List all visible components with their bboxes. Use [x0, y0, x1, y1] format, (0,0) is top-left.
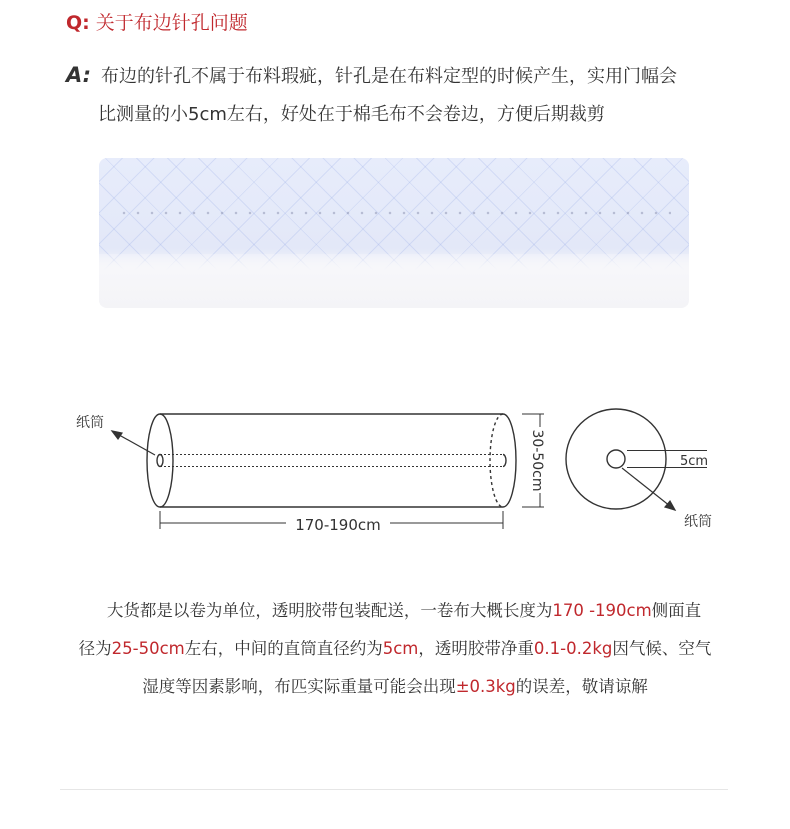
selvedge-pinholes	[117, 210, 671, 216]
fabric-roll-diagram	[0, 395, 790, 545]
tape-weight-highlight: 0.1-0.2kg	[533, 639, 613, 658]
answer-mark: A:	[66, 63, 92, 87]
description-line-3	[60, 668, 730, 706]
core-size-label: 5cm	[680, 454, 709, 469]
diameter-label: 30-50cm	[529, 429, 545, 492]
answer-block	[66, 56, 756, 134]
desc-text: 左右，中间的直筒直径约为	[184, 639, 383, 658]
answer-line-1	[66, 56, 756, 96]
core-pointer-right	[622, 468, 675, 510]
fabric-edge	[99, 254, 689, 308]
fabric-selvedge-photo	[99, 158, 689, 308]
weight-error-highlight: ±0.3kg	[455, 677, 516, 696]
answer-text-1: 布边的针孔不属于布料瑕疵，针孔是在布料定型的时候产生，实用门幅会	[101, 66, 678, 87]
desc-text: ，透明胶带净重	[418, 639, 534, 658]
core-size-highlight: 5cm	[382, 639, 419, 658]
description-line-2	[60, 630, 730, 668]
desc-text: 因气候、空气	[612, 639, 712, 658]
length-highlight: 170 -190cm	[552, 601, 652, 620]
desc-text: 的误差，敬请谅解	[515, 677, 648, 696]
description-paragraph	[60, 592, 730, 706]
question-text: 关于布边针孔问题	[95, 12, 248, 34]
roll-side-view	[147, 414, 516, 507]
question-heading	[66, 8, 248, 35]
desc-text: 大货都是以卷为单位，透明胶带包装配送，一卷布大概长度为	[106, 601, 553, 620]
desc-text: 侧面直	[651, 601, 702, 620]
answer-line-2: 比测量的小5cm左右，好处在于棉毛布不会卷边，方便后期裁剪	[98, 104, 605, 125]
desc-text: 径为	[78, 639, 112, 658]
core-label-left: 纸筒	[76, 415, 104, 431]
question-mark: Q:	[66, 12, 90, 34]
desc-text: 湿度等因素影响，布匹实际重量可能会出现	[142, 677, 456, 696]
description-line-1	[60, 592, 730, 630]
length-label: 170-190cm	[295, 516, 381, 534]
bottom-divider	[60, 789, 728, 790]
diameter-highlight: 25-50cm	[111, 639, 185, 658]
core-label-right: 纸筒	[684, 514, 712, 530]
